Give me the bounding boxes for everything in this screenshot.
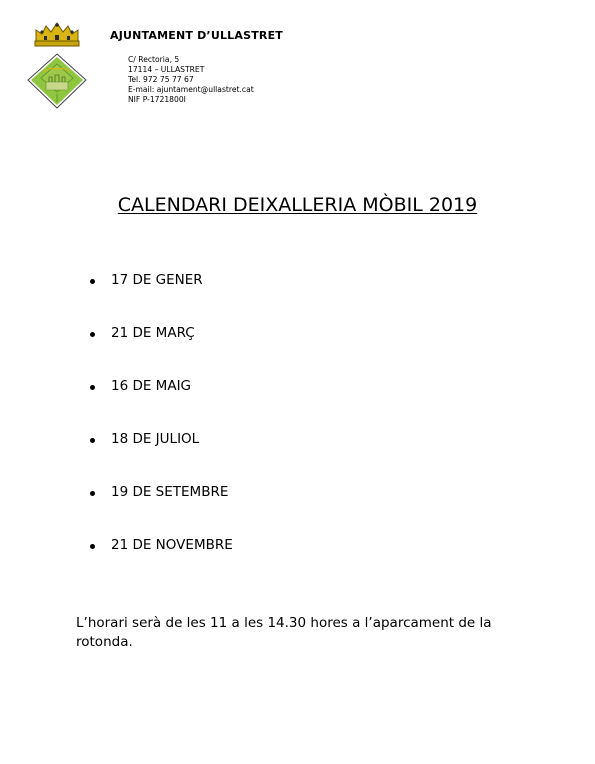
date-text: 21 DE NOVEMBRE xyxy=(111,537,233,553)
list-item xyxy=(90,272,233,325)
coat-of-arms-icon xyxy=(24,20,90,110)
bullet-icon xyxy=(90,544,95,549)
date-text: 19 DE SETEMBRE xyxy=(111,484,229,500)
date-text: 21 DE MARÇ xyxy=(111,325,195,341)
date-text: 18 DE JULIOL xyxy=(111,431,200,447)
bullet-icon xyxy=(90,385,95,390)
date-text: 17 DE GENER xyxy=(111,272,203,288)
address-block xyxy=(128,55,254,105)
address-street: C/ Rectoria, 5 xyxy=(128,55,180,64)
list-item xyxy=(90,537,233,590)
bullet-icon xyxy=(90,438,95,443)
organization-name: AJUNTAMENT D’ULLASTRET xyxy=(110,29,283,42)
address-postcode: 17114 – ULLASTRET xyxy=(128,65,205,74)
document-title: CALENDARI DEIXALLERIA MÒBIL 2019 xyxy=(117,194,478,216)
address-phone: Tel. 972 75 77 67 xyxy=(128,75,194,84)
crown-icon xyxy=(35,23,79,46)
list-item xyxy=(90,484,233,537)
list-item xyxy=(90,431,233,484)
list-item xyxy=(90,325,233,378)
shield-icon xyxy=(28,54,86,108)
address-email: E-mail: ajuntament@ullastret.cat xyxy=(128,85,254,94)
address-nif: NIF P-1721800I xyxy=(128,95,186,104)
bullet-icon xyxy=(90,491,95,496)
date-list xyxy=(90,272,233,590)
date-text: 16 DE MAIG xyxy=(111,378,192,394)
bullet-icon xyxy=(90,279,95,284)
list-item xyxy=(90,378,233,431)
schedule-note: L’horari serà de les 11 a les 14.30 hores a l’aparcament de la rotonda. xyxy=(76,615,492,650)
bullet-icon xyxy=(90,332,95,337)
